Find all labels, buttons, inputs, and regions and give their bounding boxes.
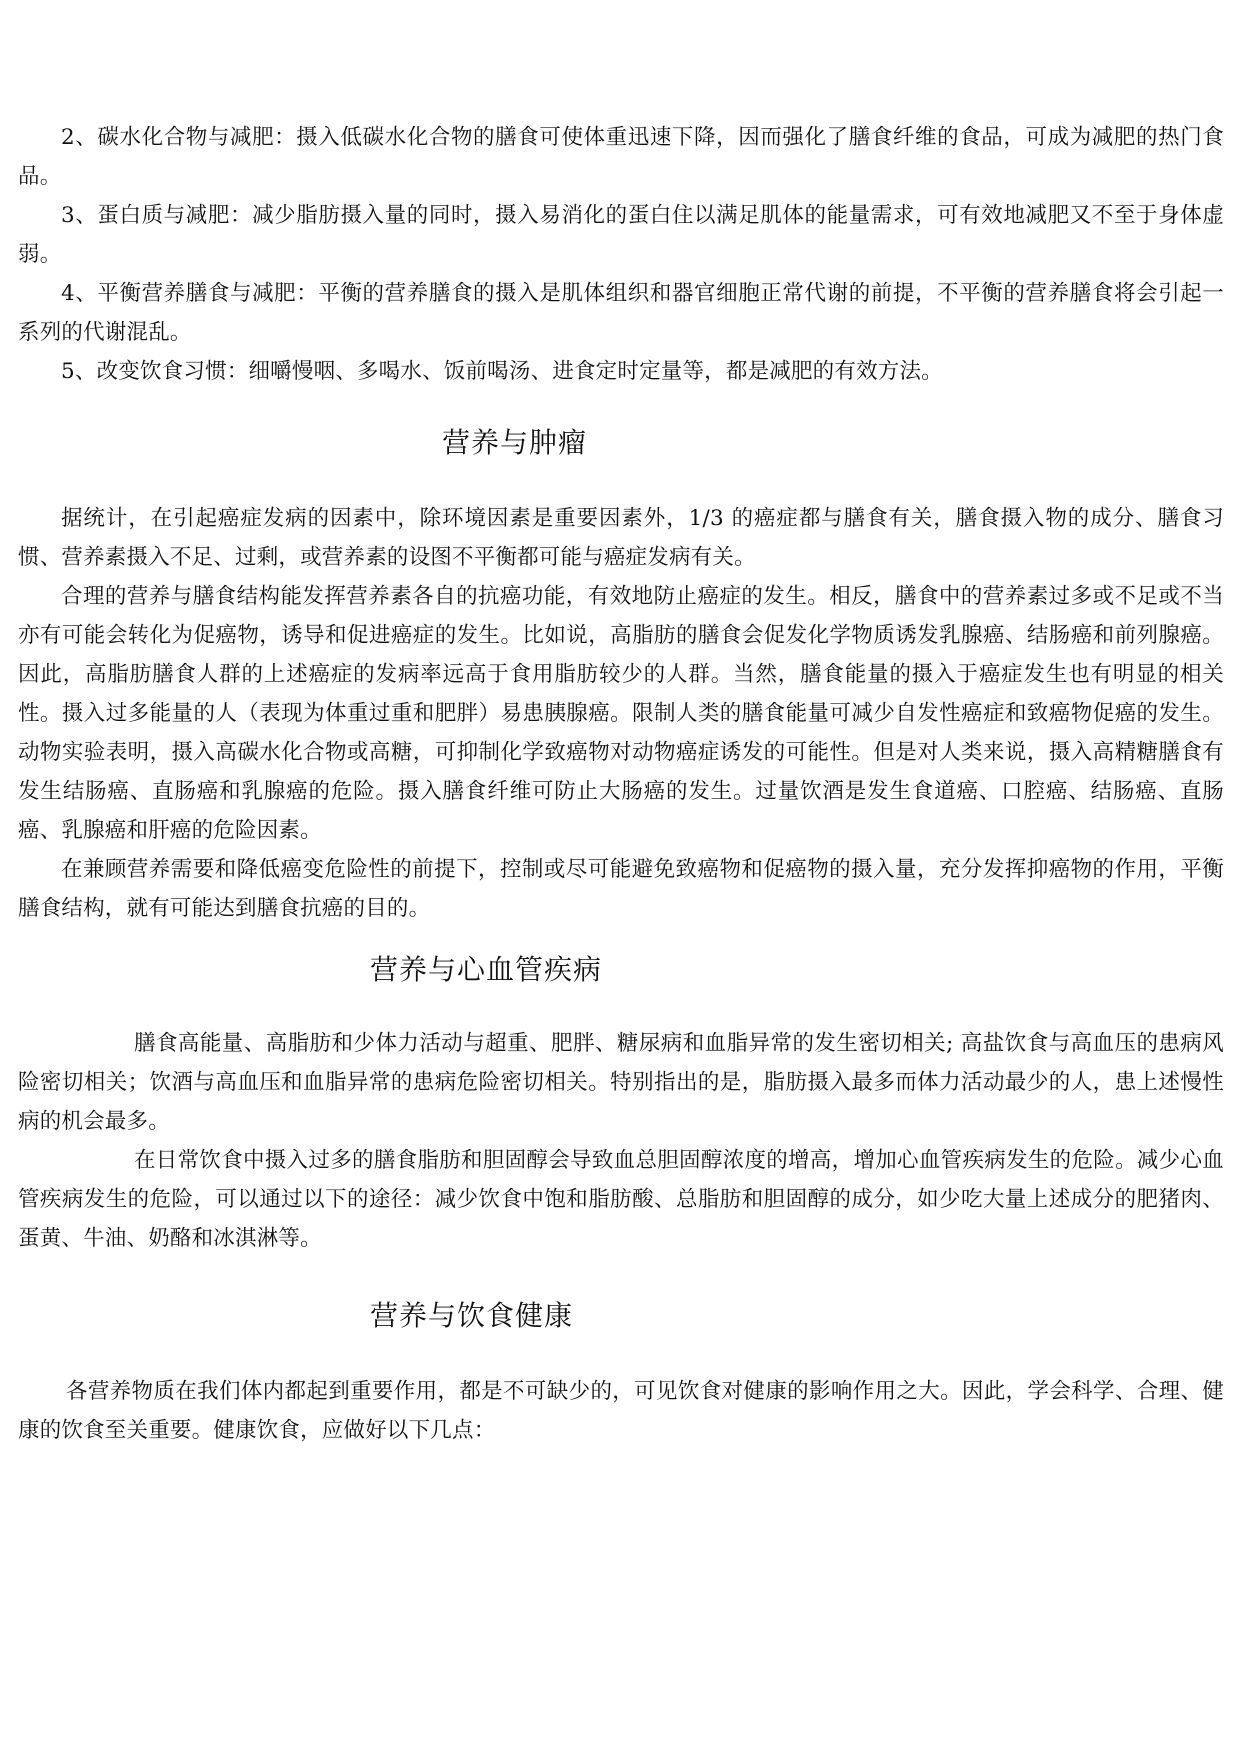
cardio-heading: 营养与心血管疾病 bbox=[370, 953, 603, 986]
weightloss-section bbox=[18, 118, 1224, 391]
cardio-paragraph: 膳食高能量、高脂肪和少体力活动与超重、肥胖、糖尿病和血脂异常的发生密切相关; 高盐饮食与高血压的患病风险密切相关；饮酒与高血压和血脂异常的患病危险密切相关。特别指出的是，脂肪摄入最多而体力活动最少的人，患上述慢性病的机会最多。 bbox=[18, 1031, 1224, 1134]
tumor-paragraph: 合理的营养与膳食结构能发挥营养素各自的抗癌功能，有效地防止癌症的发生。相反，膳食中的营养素过多或不足或不当亦有可能会转化为促癌物，诱导和促进癌症的发生。比如说，高脂肪的膳食会促发化学物质诱发乳腺癌、结肠癌和前列腺癌。因此，高脂肪膳食人群的上述癌症的发病率远高于食用脂肪较少的人群。当然，膳食能量的摄入于癌症发生也有明显的相关性。摄入过多能量的人（表现为体重过重和肥胖）易患胰腺癌。限制人类的膳食能量可减少自发性癌症和致癌物促癌的发生。动物实验表明，摄入高碳水化合物或高糖，可抑制化学致癌物对动物癌症诱发的可能性。但是对人类来说，摄入高精糖膳食有发生结肠癌、直肠癌和乳腺癌的危险。摄入膳食纤维可防止大肠癌的发生。过量饮酒是发生食道癌、口腔癌、结肠癌、直肠癌、乳腺癌和肝癌的危险因素。 bbox=[18, 584, 1224, 843]
document-content bbox=[18, 118, 1224, 1450]
weightloss-item-protein: 3、蛋白质与减肥：减少脂肪摄入量的同时，摄入易消化的蛋白住以满足肌体的能量需求，可有效地减肥又不至于身体虚弱。 bbox=[18, 203, 1224, 267]
tumor-paragraph: 在兼顾营养需要和降低癌变危险性的前提下，控制或尽可能避免致癌物和促癌物的摄入量，充分发挥抑癌物的作用，平衡膳食结构，就有可能达到膳食抗癌的目的。 bbox=[18, 857, 1224, 921]
cardio-section bbox=[18, 950, 1224, 1258]
tumor-section bbox=[18, 423, 1224, 928]
tumor-paragraph: 据统计，在引起癌症发病的因素中，除环境因素是重要因素外，1/3 的癌症都与膳食有关，膳食摄入物的成分、膳食习惯、营养素摄入不足、过剩，或营养素的设图不平衡都可能与癌症发病有关。 bbox=[18, 506, 1224, 570]
tumor-heading: 营养与肿瘤 bbox=[442, 426, 588, 459]
weightloss-item-balanced-diet: 4、平衡营养膳食与减肥：平衡的营养膳食的摄入是肌体组织和器官细胞正常代谢的前提，不平衡的营养膳食将会引起一系列的代谢混乱。 bbox=[18, 281, 1224, 345]
weightloss-item-eating-habits: 5、改变饮食习惯：细嚼慢咽、多喝水、饭前喝汤、进食定时定量等，都是减肥的有效方法。 bbox=[61, 359, 943, 384]
diet-paragraph: 各营养物质在我们体内都起到重要作用，都是不可缺少的，可见饮食对健康的影响作用之大。因此，学会科学、合理、健康的饮食至关重要。健康饮食，应做好以下几点： bbox=[18, 1379, 1224, 1443]
weightloss-item-carbohydrates: 2、碳水化合物与减肥：摄入低碳水化合物的膳食可使体重迅速下降，因而强化了膳食纤维的食品，可成为减肥的热门食品。 bbox=[18, 125, 1224, 189]
diet-section bbox=[18, 1296, 1224, 1450]
cardio-paragraph: 在日常饮食中摄入过多的膳食脂肪和胆固醇会导致血总胆固醇浓度的增高，增加心血管疾病发生的危险。减少心血管疾病发生的危险，可以通过以下的途径：减少饮食中饱和脂肪酸、总脂肪和胆固醇的成分，如少吃大量上述成分的肥猪肉、蛋黄、牛油、奶酪和冰淇淋等。 bbox=[18, 1148, 1224, 1251]
diet-heading: 营养与饮食健康 bbox=[370, 1299, 574, 1332]
